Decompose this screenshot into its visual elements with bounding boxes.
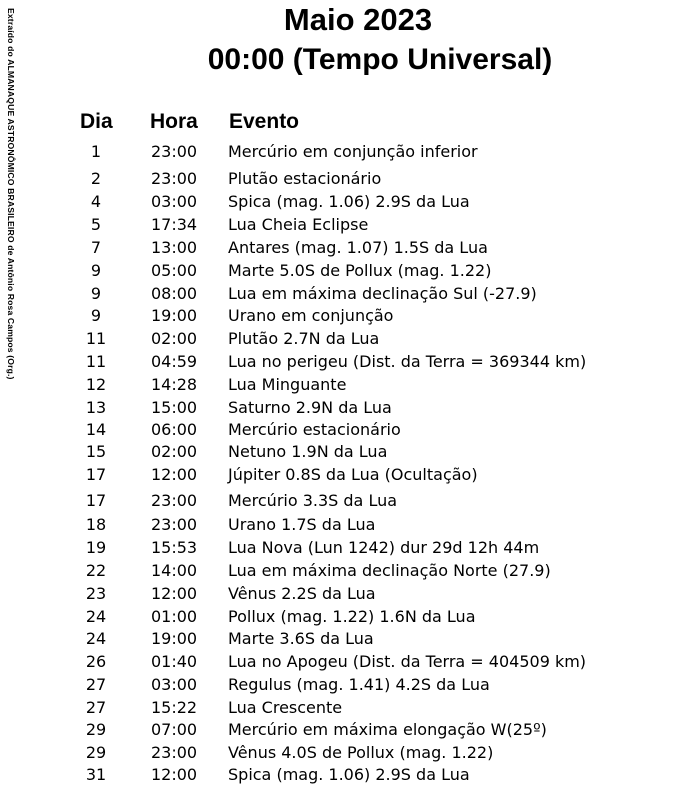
table-row <box>0 351 700 373</box>
cell-hora: 12:00 <box>151 584 198 603</box>
cell-evento: Antares (mag. 1.07) 1.5S da Lua <box>228 238 488 257</box>
cell-evento: Mercúrio estacionário <box>228 420 401 439</box>
cell-evento: Spica (mag. 1.06) 2.9S da Lua <box>228 192 470 211</box>
table-row <box>0 719 700 741</box>
cell-evento: Lua Crescente <box>228 698 343 717</box>
cell-evento: Vênus 4.0S de Pollux (mag. 1.22) <box>228 743 494 762</box>
cell-dia: 23 <box>85 584 107 603</box>
cell-dia: 19 <box>85 538 107 557</box>
column-header-hora: Hora <box>150 110 198 133</box>
cell-dia: 9 <box>90 306 102 325</box>
cell-hora: 23:00 <box>151 169 198 188</box>
cell-dia: 17 <box>85 491 107 510</box>
cell-dia: 18 <box>85 515 107 534</box>
page-subtitle: 00:00 (Tempo Universal) <box>207 43 553 76</box>
cell-hora: 01:40 <box>151 652 198 671</box>
cell-hora: 01:00 <box>151 607 198 626</box>
cell-evento: Mercúrio em máxima elongação W(25º) <box>228 720 547 739</box>
cell-hora: 19:00 <box>151 629 198 648</box>
cell-dia: 15 <box>85 442 107 461</box>
table-row <box>0 328 700 350</box>
cell-dia: 13 <box>85 398 107 417</box>
cell-hora: 02:00 <box>151 442 198 461</box>
cell-dia: 11 <box>85 329 107 348</box>
cell-dia: 11 <box>85 352 107 371</box>
cell-dia: 27 <box>85 698 107 717</box>
cell-evento: Netuno 1.9N da Lua <box>228 442 388 461</box>
cell-hora: 19:00 <box>151 306 198 325</box>
table-row <box>0 419 700 441</box>
cell-hora: 13:00 <box>151 238 198 257</box>
table-row <box>0 305 700 327</box>
table-row <box>0 441 700 463</box>
cell-evento: Lua no perigeu (Dist. da Terra = 369344 km) <box>228 352 587 371</box>
cell-evento: Spica (mag. 1.06) 2.9S da Lua <box>228 765 470 784</box>
cell-dia: 17 <box>85 465 107 484</box>
cell-evento: Saturno 2.9N da Lua <box>228 398 392 417</box>
cell-dia: 1 <box>90 142 102 161</box>
cell-hora: 15:53 <box>151 538 198 557</box>
cell-hora: 17:34 <box>151 215 198 234</box>
cell-hora: 08:00 <box>151 284 198 303</box>
page-title: Maio 2023 <box>283 2 433 37</box>
cell-hora: 03:00 <box>151 675 198 694</box>
cell-evento: Urano em conjunção <box>228 306 394 325</box>
table-row <box>0 283 700 305</box>
cell-evento: Lua no Apogeu (Dist. da Terra = 404509 km) <box>228 652 587 671</box>
cell-dia: 2 <box>90 169 102 188</box>
cell-hora: 14:28 <box>151 375 198 394</box>
table-row <box>0 374 700 396</box>
cell-dia: 24 <box>85 629 107 648</box>
cell-hora: 23:00 <box>151 743 198 762</box>
cell-dia: 9 <box>90 261 102 280</box>
cell-evento: Lua Nova (Lun 1242) dur 29d 12h 44m <box>228 538 540 557</box>
cell-evento: Lua Cheia Eclipse <box>228 215 369 234</box>
cell-dia: 26 <box>85 652 107 671</box>
table-row <box>0 560 700 582</box>
cell-hora: 14:00 <box>151 561 198 580</box>
cell-hora: 06:00 <box>151 420 198 439</box>
table-row <box>0 464 700 486</box>
cell-dia: 31 <box>85 765 107 784</box>
table-row <box>0 514 700 536</box>
cell-evento: Vênus 2.2S da Lua <box>228 584 376 603</box>
cell-dia: 27 <box>85 675 107 694</box>
cell-dia: 9 <box>90 284 102 303</box>
table-row <box>0 697 700 719</box>
cell-dia: 4 <box>90 192 102 211</box>
table-row <box>0 537 700 559</box>
cell-evento: Lua Minguante <box>228 375 347 394</box>
table-row <box>0 237 700 259</box>
source-note: Extraído do ALMANAQUE ASTRONÔMICO BRASILEIRO de Antônio Rosa Campos (Org.) <box>6 8 16 380</box>
table-row <box>0 651 700 673</box>
cell-evento: Urano 1.7S da Lua <box>228 515 376 534</box>
cell-hora: 03:00 <box>151 192 198 211</box>
cell-hora: 23:00 <box>151 142 198 161</box>
table-row <box>0 606 700 628</box>
cell-dia: 12 <box>85 375 107 394</box>
cell-hora: 23:00 <box>151 515 198 534</box>
cell-evento: Mercúrio em conjunção inferior <box>228 142 478 161</box>
cell-evento: Lua em máxima declinação Sul (-27.9) <box>228 284 537 303</box>
cell-dia: 14 <box>85 420 107 439</box>
cell-evento: Mercúrio 3.3S da Lua <box>228 491 398 510</box>
table-row <box>0 764 700 786</box>
cell-hora: 02:00 <box>151 329 198 348</box>
table-row <box>0 397 700 419</box>
cell-evento: Marte 5.0S de Pollux (mag. 1.22) <box>228 261 492 280</box>
cell-evento: Marte 3.6S da Lua <box>228 629 374 648</box>
cell-evento: Júpiter 0.8S da Lua (Ocultação) <box>228 465 478 484</box>
cell-hora: 12:00 <box>151 465 198 484</box>
cell-dia: 29 <box>85 720 107 739</box>
cell-hora: 15:22 <box>151 698 198 717</box>
cell-dia: 7 <box>90 238 102 257</box>
table-row <box>0 674 700 696</box>
cell-hora: 04:59 <box>151 352 198 371</box>
cell-hora: 23:00 <box>151 491 198 510</box>
cell-hora: 15:00 <box>151 398 198 417</box>
cell-evento: Plutão 2.7N da Lua <box>228 329 380 348</box>
table-row <box>0 168 700 190</box>
cell-dia: 29 <box>85 743 107 762</box>
table-row <box>0 490 700 512</box>
column-header-evento: Evento <box>229 110 300 133</box>
table-row <box>0 191 700 213</box>
cell-dia: 22 <box>85 561 107 580</box>
table-row <box>0 583 700 605</box>
cell-hora: 07:00 <box>151 720 198 739</box>
cell-hora: 12:00 <box>151 765 198 784</box>
table-row <box>0 214 700 236</box>
cell-dia: 24 <box>85 607 107 626</box>
cell-evento: Pollux (mag. 1.22) 1.6N da Lua <box>228 607 476 626</box>
table-row <box>0 141 700 163</box>
table-row <box>0 628 700 650</box>
cell-evento: Regulus (mag. 1.41) 4.2S da Lua <box>228 675 490 694</box>
column-header-dia: Dia <box>80 110 113 133</box>
cell-hora: 05:00 <box>151 261 198 280</box>
cell-evento: Lua em máxima declinação Norte (27.9) <box>228 561 551 580</box>
cell-dia: 5 <box>90 215 102 234</box>
table-row <box>0 260 700 282</box>
cell-evento: Plutão estacionário <box>228 169 382 188</box>
table-row <box>0 742 700 764</box>
